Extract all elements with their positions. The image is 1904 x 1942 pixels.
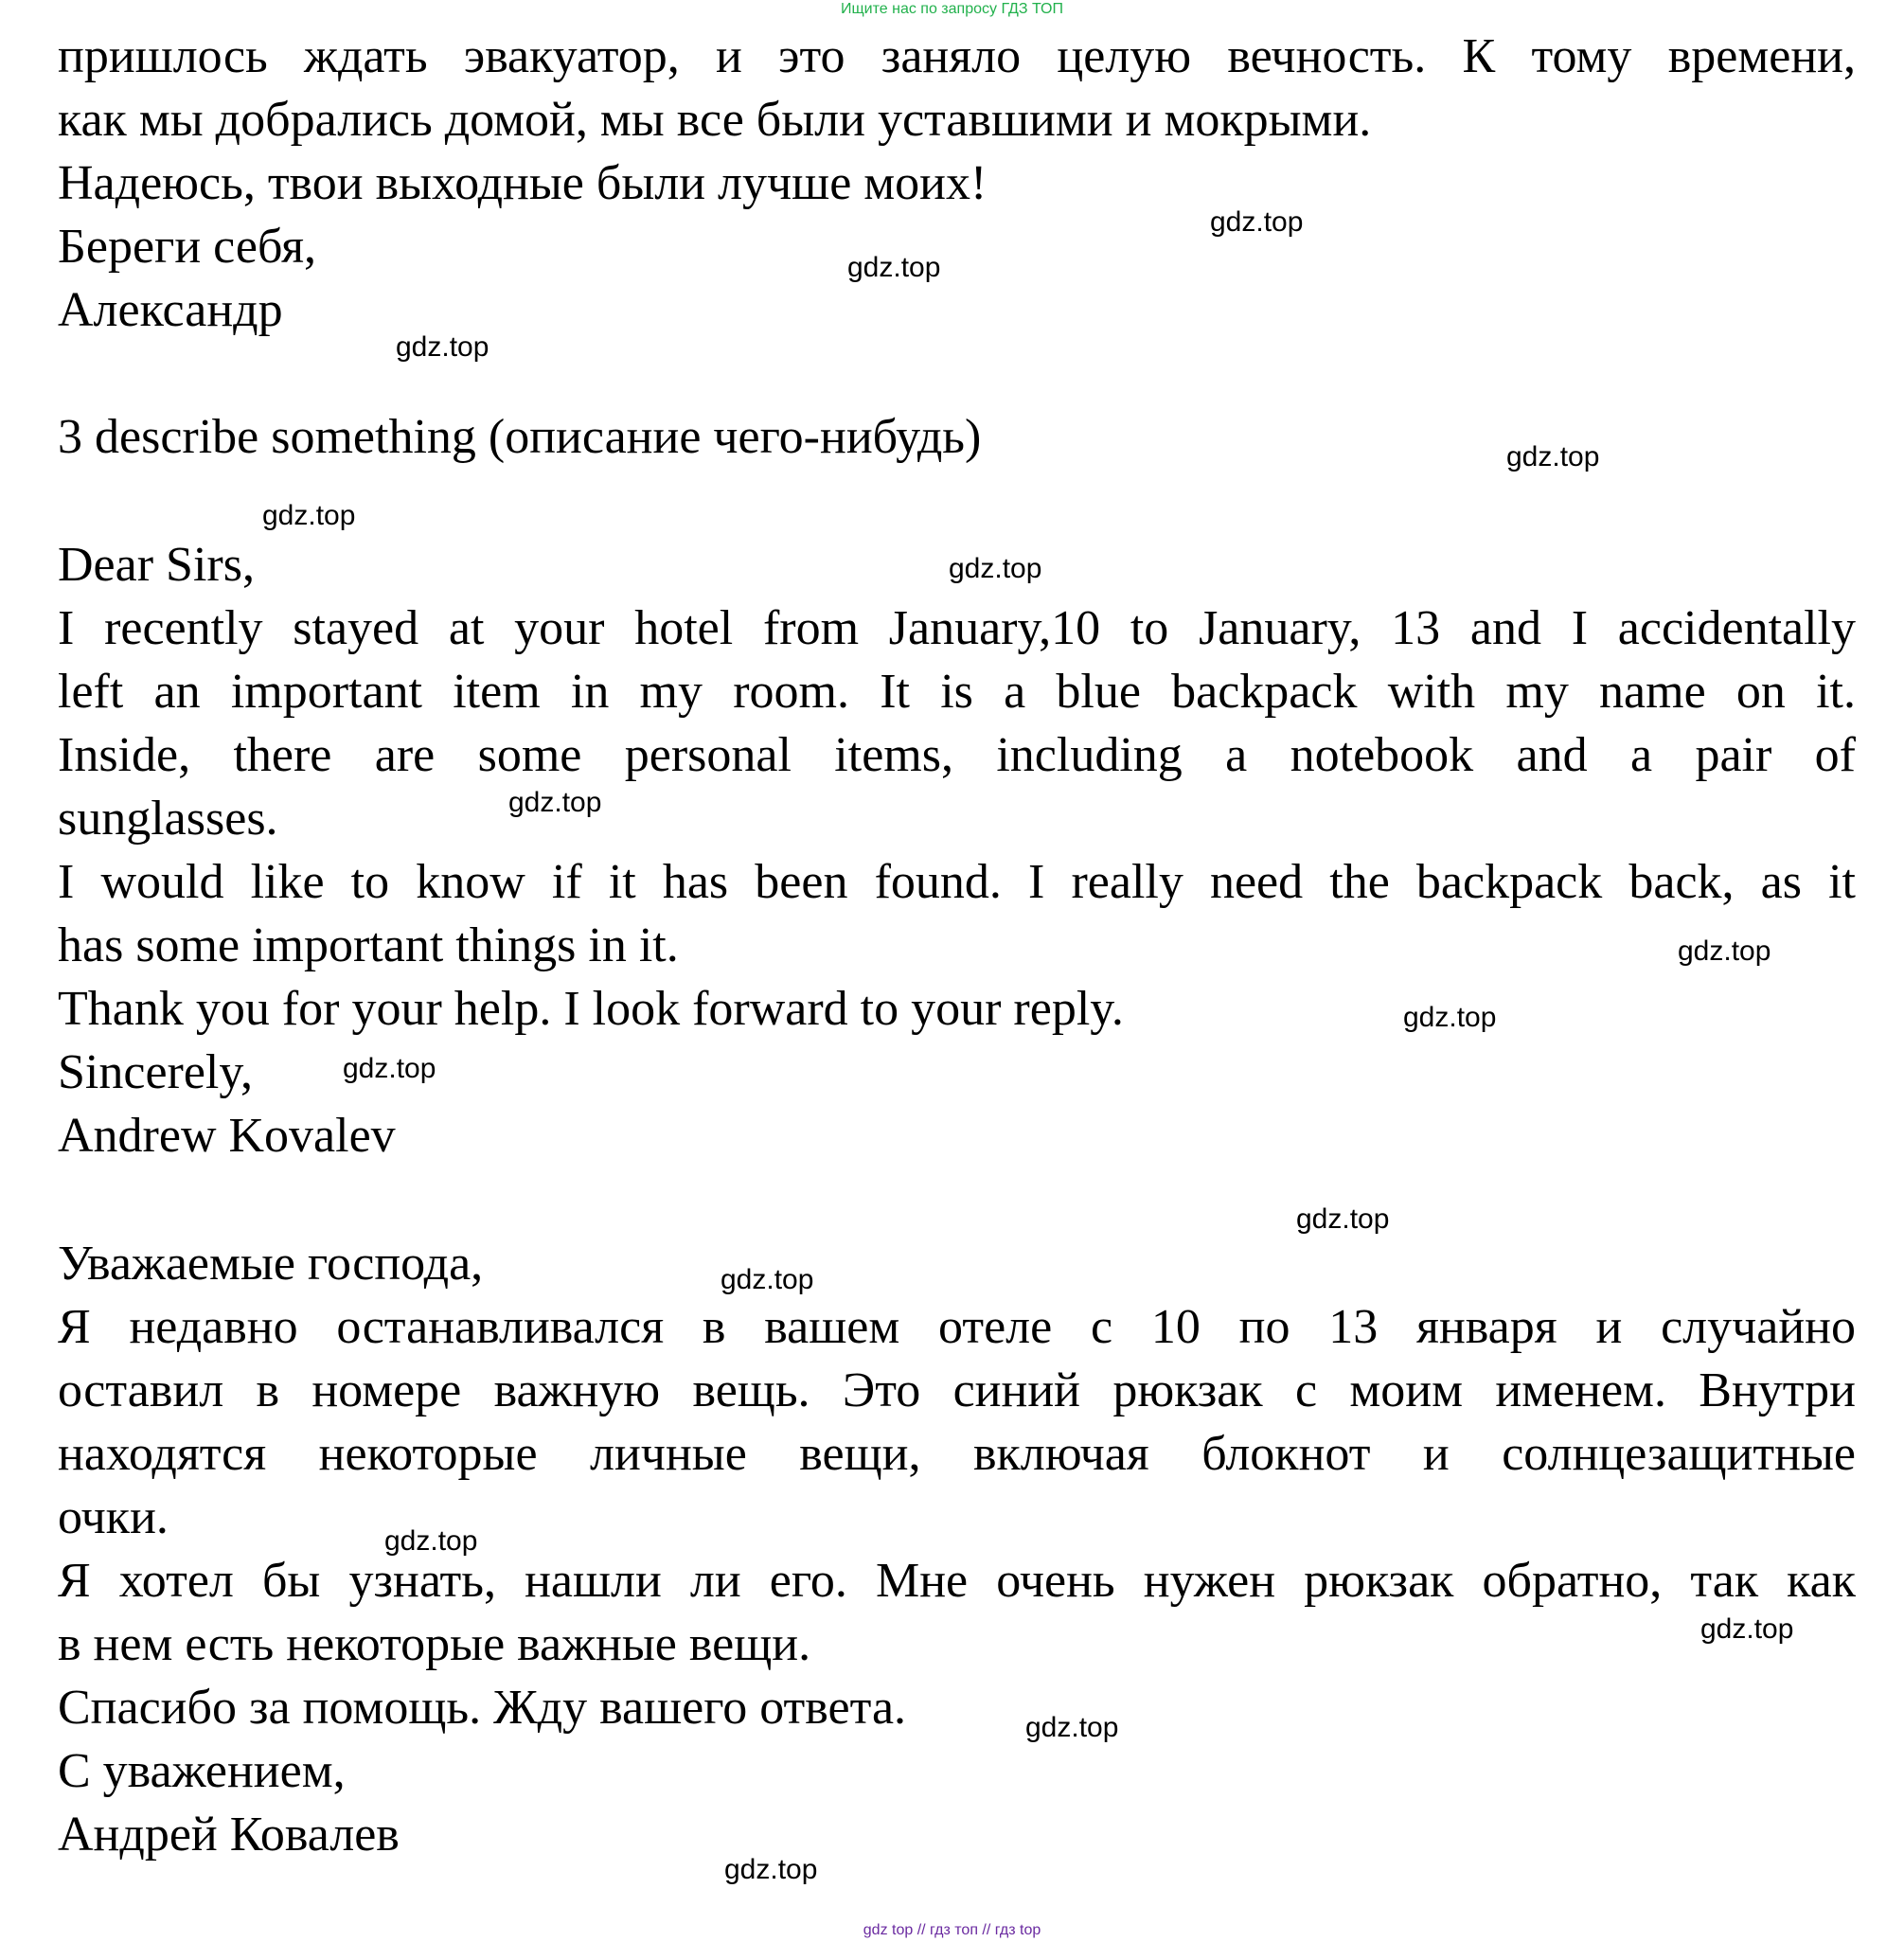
section-heading: 3 describe something (описание чего-нибудь) <box>58 410 982 464</box>
letter-en-signature: Andrew Kovalev <box>58 1109 396 1163</box>
footer-text: gdz top // гдз топ // гдз top <box>863 1922 1041 1938</box>
watermark: gdz.top <box>396 331 489 363</box>
prev-letter-line: как мы добрались домой, мы все были уставшими и мокрыми. <box>58 93 1372 147</box>
letter-en-sign-off: Sincerely, <box>58 1045 253 1099</box>
watermark: gdz.top <box>384 1525 478 1557</box>
watermark: gdz.top <box>721 1264 814 1295</box>
watermark: gdz.top <box>1296 1203 1390 1235</box>
prev-letter-line: пришлось ждать эвакуатор, и это заняло целую вечность. К тому времени, <box>58 29 1856 83</box>
letter-ru-line: в нем есть некоторые важные вещи. <box>58 1617 811 1671</box>
watermark: gdz.top <box>1678 935 1771 967</box>
letter-en-line: sunglasses. <box>58 792 278 846</box>
watermark: gdz.top <box>847 252 941 283</box>
letter-en-greeting: Dear Sirs, <box>58 538 255 592</box>
letter-ru-line: Я недавно останавливался в вашем отеле с 10 по 13 января и случайно <box>58 1300 1856 1354</box>
prev-letter-line: Надеюсь, твои выходные были лучше моих! <box>58 156 988 210</box>
letter-ru-line: оставил в номере важную вещь. Это синий рюкзак с моим именем. Внутри <box>58 1363 1856 1417</box>
top-banner: Ищите нас по запросу ГДЗ ТОП <box>841 1 1063 17</box>
letter-ru-line: Я хотел бы узнать, нашли ли его. Мне очень нужен рюкзак обратно, так как <box>58 1554 1856 1608</box>
watermark: gdz.top <box>343 1053 436 1084</box>
watermark: gdz.top <box>1025 1712 1119 1743</box>
letter-ru-line: находятся некоторые личные вещи, включая блокнот и солнцезащитные <box>58 1427 1856 1481</box>
prev-letter-sign-off: Береги себя, <box>58 220 317 274</box>
watermark: gdz.top <box>724 1854 818 1885</box>
letter-en-line: left an important item in my room. It is a blue backpack with my name on it. <box>58 665 1856 719</box>
watermark: gdz.top <box>1506 441 1600 472</box>
watermark: gdz.top <box>949 553 1042 584</box>
letter-ru-greeting: Уважаемые господа, <box>58 1237 484 1291</box>
letter-en-line: I would like to know if it has been found. I really need the backpack back, as it <box>58 855 1856 909</box>
watermark: gdz.top <box>1700 1613 1794 1645</box>
watermark: gdz.top <box>508 787 602 818</box>
prev-letter-signature: Александр <box>58 283 283 337</box>
watermark: gdz.top <box>262 500 356 531</box>
letter-en-line: Thank you for your help. I look forward to your reply. <box>58 982 1124 1036</box>
letter-en-line: I recently stayed at your hotel from January,10 to January, 13 and I accidentally <box>58 601 1856 655</box>
letter-en-line: Inside, there are some personal items, including a notebook and a pair of <box>58 728 1856 782</box>
letter-ru-sign-off: С уважением, <box>58 1744 346 1798</box>
letter-ru-line: очки. <box>58 1490 169 1544</box>
letter-ru-signature: Андрей Ковалев <box>58 1808 400 1862</box>
letter-en-line: has some important things in it. <box>58 918 679 972</box>
letter-ru-line: Спасибо за помощь. Жду вашего ответа. <box>58 1681 907 1735</box>
watermark: gdz.top <box>1403 1002 1497 1033</box>
watermark: gdz.top <box>1210 206 1304 238</box>
